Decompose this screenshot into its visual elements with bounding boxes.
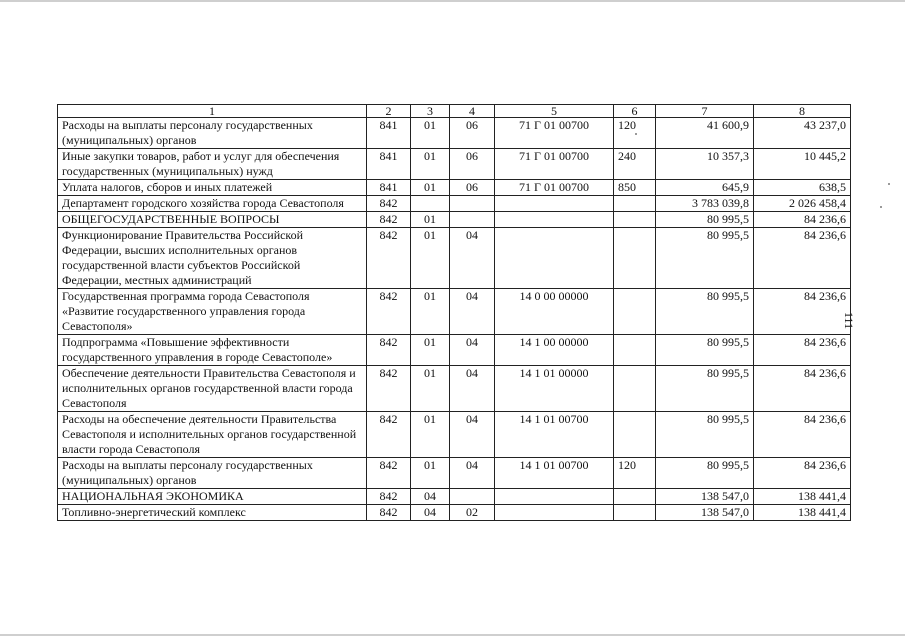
expense-name-cell: ОБЩЕГОСУДАРСТВЕННЫЕ ВОПРОСЫ bbox=[58, 212, 367, 228]
subsection-code-cell: 06 bbox=[450, 118, 495, 149]
target-article-cell: 14 1 01 00700 bbox=[495, 412, 614, 458]
target-article-cell bbox=[495, 196, 614, 212]
expense-type-cell: 850 bbox=[614, 180, 656, 196]
amount-year2-cell: 43 237,0 bbox=[754, 118, 851, 149]
amount-year2-cell: 84 236,6 bbox=[754, 228, 851, 289]
expense-type-cell bbox=[614, 489, 656, 505]
expense-type-cell bbox=[614, 505, 656, 521]
section-code-cell: 01 bbox=[411, 366, 450, 412]
section-code-cell: 01 bbox=[411, 212, 450, 228]
subsection-code-cell: 04 bbox=[450, 366, 495, 412]
section-code-cell: 01 bbox=[411, 149, 450, 180]
amount-year2-cell: 84 236,6 bbox=[754, 412, 851, 458]
expense-type-cell bbox=[614, 228, 656, 289]
table-row bbox=[58, 149, 851, 180]
expense-name-cell: Подпрограмма «Повышение эффективности государственного управления в городе Севастополе» bbox=[58, 335, 367, 366]
expense-name-cell: Департамент городского хозяйства города Севастополя bbox=[58, 196, 367, 212]
expense-name-cell: Топливно-энергетический комплекс bbox=[58, 505, 367, 521]
target-article-cell: 14 1 01 00700 bbox=[495, 458, 614, 489]
amount-year2-cell: 84 236,6 bbox=[754, 458, 851, 489]
expense-name-cell: Расходы на обеспечение деятельности Правительства Севастополя и исполнительных органов государственной власти города Севастополя bbox=[58, 412, 367, 458]
budget-table bbox=[57, 104, 851, 521]
subsection-code-cell: 04 bbox=[450, 335, 495, 366]
department-code-cell: 842 bbox=[367, 335, 411, 366]
table-row bbox=[58, 228, 851, 289]
amount-year2-cell: 84 236,6 bbox=[754, 335, 851, 366]
expense-type-cell bbox=[614, 335, 656, 366]
column-number-header: 2 bbox=[367, 105, 411, 118]
amount-year1-cell: 80 995,5 bbox=[656, 366, 754, 412]
amount-year1-cell: 80 995,5 bbox=[656, 228, 754, 289]
amount-year2-cell: 638,5 bbox=[754, 180, 851, 196]
section-code-cell bbox=[411, 196, 450, 212]
expense-type-cell: 240 bbox=[614, 149, 656, 180]
target-article-cell bbox=[495, 228, 614, 289]
amount-year1-cell: 80 995,5 bbox=[656, 458, 754, 489]
section-code-cell: 01 bbox=[411, 458, 450, 489]
section-code-cell: 01 bbox=[411, 180, 450, 196]
subsection-code-cell: 04 bbox=[450, 228, 495, 289]
table-row bbox=[58, 196, 851, 212]
subsection-code-cell: 04 bbox=[450, 289, 495, 335]
subsection-code-cell: 06 bbox=[450, 180, 495, 196]
amount-year2-cell: 138 441,4 bbox=[754, 489, 851, 505]
expense-name-cell: Функционирование Правительства Российской Федерации, высших исполнительных органов государственной власти субъектов Российской Федерации, местных администраций bbox=[58, 228, 367, 289]
amount-year1-cell: 41 600,9 bbox=[656, 118, 754, 149]
amount-year2-cell: 10 445,2 bbox=[754, 149, 851, 180]
expense-name-cell: НАЦИОНАЛЬНАЯ ЭКОНОМИКА bbox=[58, 489, 367, 505]
section-code-cell: 04 bbox=[411, 489, 450, 505]
expense-type-cell bbox=[614, 212, 656, 228]
section-code-cell: 01 bbox=[411, 289, 450, 335]
table-row bbox=[58, 289, 851, 335]
section-code-cell: 01 bbox=[411, 335, 450, 366]
expense-name-cell: Расходы на выплаты персоналу государственных (муниципальных) органов bbox=[58, 458, 367, 489]
section-code-cell: 01 bbox=[411, 412, 450, 458]
table-row bbox=[58, 412, 851, 458]
subsection-code-cell: 04 bbox=[450, 412, 495, 458]
expense-type-cell: 120 bbox=[614, 118, 656, 149]
amount-year2-cell: 84 236,6 bbox=[754, 289, 851, 335]
amount-year1-cell: 645,9 bbox=[656, 180, 754, 196]
expense-type-cell bbox=[614, 289, 656, 335]
department-code-cell: 842 bbox=[367, 228, 411, 289]
expense-name-cell: Иные закупки товаров, работ и услуг для обеспечения государственных (муниципальных) нужд bbox=[58, 149, 367, 180]
amount-year1-cell: 10 357,3 bbox=[656, 149, 754, 180]
amount-year2-cell: 84 236,6 bbox=[754, 212, 851, 228]
column-number-header: 8 bbox=[754, 105, 851, 118]
department-code-cell: 841 bbox=[367, 180, 411, 196]
subsection-code-cell: 02 bbox=[450, 505, 495, 521]
target-article-cell bbox=[495, 212, 614, 228]
department-code-cell: 842 bbox=[367, 489, 411, 505]
table-row bbox=[58, 458, 851, 489]
expense-name-cell: Государственная программа города Севастополя «Развитие государственного управления города Севастополя» bbox=[58, 289, 367, 335]
amount-year1-cell: 80 995,5 bbox=[656, 412, 754, 458]
amount-year1-cell: 80 995,5 bbox=[656, 289, 754, 335]
table-row bbox=[58, 505, 851, 521]
section-code-cell: 01 bbox=[411, 228, 450, 289]
department-code-cell: 842 bbox=[367, 212, 411, 228]
table-row bbox=[58, 118, 851, 149]
column-number-row bbox=[58, 105, 851, 118]
department-code-cell: 842 bbox=[367, 412, 411, 458]
expense-type-cell: 120 bbox=[614, 458, 656, 489]
table-row bbox=[58, 366, 851, 412]
scan-edge-bottom bbox=[0, 634, 905, 636]
target-article-cell: 14 0 00 00000 bbox=[495, 289, 614, 335]
amount-year2-cell: 138 441,4 bbox=[754, 505, 851, 521]
subsection-code-cell bbox=[450, 489, 495, 505]
page-number: 111 bbox=[842, 312, 856, 330]
expense-name-cell: Расходы на выплаты персоналу государственных (муниципальных) органов bbox=[58, 118, 367, 149]
department-code-cell: 842 bbox=[367, 458, 411, 489]
column-number-header: 3 bbox=[411, 105, 450, 118]
table-row bbox=[58, 335, 851, 366]
expense-type-cell bbox=[614, 196, 656, 212]
subsection-code-cell bbox=[450, 212, 495, 228]
scan-speck bbox=[888, 183, 890, 185]
column-number-header: 7 bbox=[656, 105, 754, 118]
column-number-header: 4 bbox=[450, 105, 495, 118]
target-article-cell: 71 Г 01 00700 bbox=[495, 118, 614, 149]
expense-type-cell bbox=[614, 412, 656, 458]
department-code-cell: 842 bbox=[367, 366, 411, 412]
amount-year1-cell: 80 995,5 bbox=[656, 212, 754, 228]
subsection-code-cell: 04 bbox=[450, 458, 495, 489]
table-row bbox=[58, 489, 851, 505]
department-code-cell: 841 bbox=[367, 149, 411, 180]
department-code-cell: 842 bbox=[367, 289, 411, 335]
section-code-cell: 04 bbox=[411, 505, 450, 521]
section-code-cell: 01 bbox=[411, 118, 450, 149]
scan-speck bbox=[880, 206, 882, 208]
target-article-cell: 14 1 00 00000 bbox=[495, 335, 614, 366]
amount-year2-cell: 2 026 458,4 bbox=[754, 196, 851, 212]
expense-name-cell: Уплата налогов, сборов и иных платежей bbox=[58, 180, 367, 196]
table-row bbox=[58, 180, 851, 196]
amount-year2-cell: 84 236,6 bbox=[754, 366, 851, 412]
department-code-cell: 842 bbox=[367, 196, 411, 212]
target-article-cell: 71 Г 01 00700 bbox=[495, 180, 614, 196]
scan-edge-top bbox=[0, 0, 905, 2]
amount-year1-cell: 80 995,5 bbox=[656, 335, 754, 366]
column-number-header: 5 bbox=[495, 105, 614, 118]
expense-name-cell: Обеспечение деятельности Правительства Севастополя и исполнительных органов государственной власти города Севастополя bbox=[58, 366, 367, 412]
department-code-cell: 841 bbox=[367, 118, 411, 149]
target-article-cell: 14 1 01 00000 bbox=[495, 366, 614, 412]
amount-year1-cell: 3 783 039,8 bbox=[656, 196, 754, 212]
amount-year1-cell: 138 547,0 bbox=[656, 505, 754, 521]
target-article-cell bbox=[495, 505, 614, 521]
subsection-code-cell bbox=[450, 196, 495, 212]
amount-year1-cell: 138 547,0 bbox=[656, 489, 754, 505]
target-article-cell bbox=[495, 489, 614, 505]
column-number-header: 1 bbox=[58, 105, 367, 118]
table-row bbox=[58, 212, 851, 228]
subsection-code-cell: 06 bbox=[450, 149, 495, 180]
department-code-cell: 842 bbox=[367, 505, 411, 521]
target-article-cell: 71 Г 01 00700 bbox=[495, 149, 614, 180]
column-number-header: 6 bbox=[614, 105, 656, 118]
expense-type-cell bbox=[614, 366, 656, 412]
